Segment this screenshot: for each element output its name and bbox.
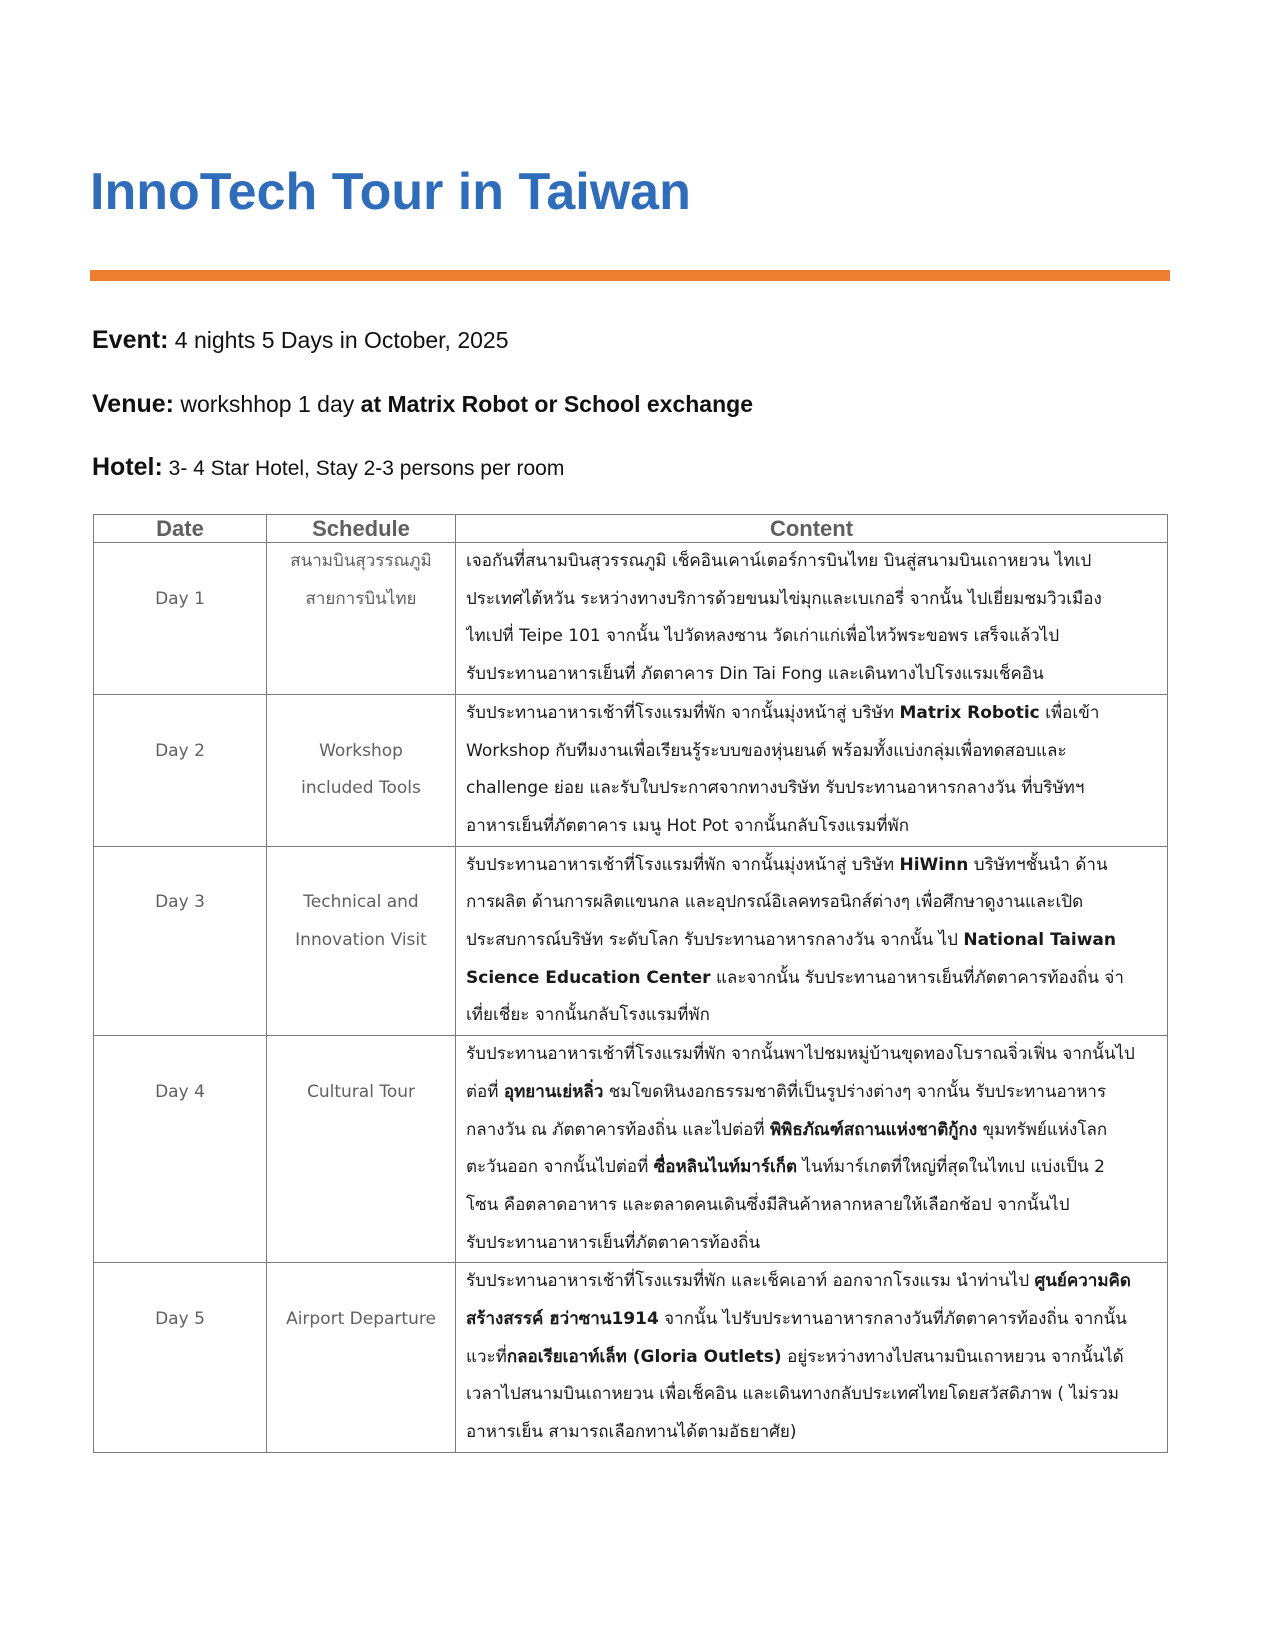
content-text: เจอกันที่สนามบินสุวรรณภูมิ เช็คอินเคาน์เตอร์การบินไทย บินสู่สนามบินเถาหยวน ไทเป [466,551,1092,571]
content-text: เที่ยเชี่ยะ จากนั้นกลับโรงแรมที่พัก [466,1005,710,1026]
content-text: เวลาไปสนามบินเถาหยวน เพื่อเช็คอิน และเดินทางกลับประเทศไทยโดยสวัสดิภาพ ( ไม่รวม [466,1384,1120,1405]
cell-spacer [94,543,266,581]
content-highlight: Science Education Center [466,967,711,988]
content-line [466,1187,1161,1225]
content-line [466,847,1161,885]
content-highlight: อุทยานเย่หลิ่ว [503,1081,604,1102]
venue-line [92,390,753,419]
content-highlight: พิพิธภัณฑ์สถานแห่งชาติกู้กง [769,1119,978,1140]
content-line [466,1036,1161,1074]
content-highlight: National Taiwan [963,930,1116,951]
content-line [466,960,1161,998]
content-text: บริษัทฯชั้นนำ ด้าน [968,854,1108,875]
content-text: ต่อที่ [466,1081,504,1102]
content-text: ขุมทรัพย์แห่งโลก [977,1119,1108,1140]
content-cell [456,543,1168,695]
table-row [94,1036,1168,1263]
venue-label: Venue: [92,390,174,418]
content-line [466,656,1161,694]
hotel-value: 3- 4 Star Hotel, Stay 2-3 persons per room [162,457,565,480]
cell-spacer [94,695,266,733]
cell-spacer [267,695,455,733]
schedule-label: Technical and [303,892,419,913]
content-text: ไทเปที่ Teipe 101 จากนั้น ไปวัดหลงซาน วัดเก่าแก่เพื่อไหว้พระขอพร เสร็จแล้วไป [466,626,1060,647]
content-line [466,618,1161,656]
schedule-label: Innovation Visit [295,930,427,951]
cell-spacer [94,1036,266,1074]
content-text: และจากนั้น รับประทานอาหารเย็นที่ภัตตาคารท้องถิ่น จ่า [710,967,1124,988]
content-text: รับประทานอาหารเย็นที่ ภัตตาคาร Din Tai Fong และเดินทางไปโรงแรมเช็คอิน [466,664,1044,685]
content-text: รับประทานอาหารเช้าที่โรงแรมที่พัก จากนั้นมุ่งหน้าสู่ บริษัท [466,854,900,875]
content-text: จากนั้น ไปรับประทานอาหารกลางวันที่ภัตตาคารท้องถิ่น จากนั้น [658,1309,1127,1330]
date-cell [94,1263,267,1453]
content-highlight: กลอเรียเอาท์เล็ท (Gloria Outlets) [506,1346,782,1367]
content-line [466,1301,1161,1339]
date-cell [94,1036,267,1263]
schedule-cell [267,694,456,846]
venue-value-bold: at Matrix Robot or School exchange [360,391,753,417]
cell-spacer [94,847,266,885]
content-text: ประสบการณ์บริษัท ระดับโลก รับประทานอาหารกลางวัน จากนั้น ไป [466,930,964,951]
schedule-cell [267,543,456,695]
content-cell [456,694,1168,846]
content-cell [456,1036,1168,1263]
content-text: รับประทานอาหารเช้าที่โรงแรมที่พัก จากนั้นมุ่งหน้าสู่ บริษัท [466,702,900,723]
content-text: ไนท์มาร์เกตที่ใหญ่ที่สุดในไทเป แบ่งเป็น 2 [797,1157,1105,1178]
content-text: รับประทานอาหารเช้าที่โรงแรมที่พัก จากนั้นพาไปชมหมู่บ้านขุดทองโบราณจิ่วเฟิ่น จากนั้นไป [466,1044,1135,1065]
date-cell [94,694,267,846]
event-value: 4 nights 5 Days in October, 2025 [168,327,509,353]
cell-spacer [267,1036,455,1074]
content-text: อยู่ระหว่างทางไปสนามบินเถาหยวน จากนั้นได้ [781,1346,1124,1367]
content-text: ชมโขดหินงอกธรรมชาติที่เป็นรูปร่างต่างๆ จากนั้น รับประทานอาหาร [603,1081,1107,1102]
content-line [466,770,1161,808]
header-schedule: Schedule [267,515,456,543]
event-line [92,326,509,355]
schedule-label: สนามบินสุวรรณภูมิ [290,551,432,571]
content-line [466,997,1161,1035]
day-label: Day 3 [155,892,205,913]
schedule-label: Workshop [319,740,403,761]
content-highlight: ซื่อหลินไนท์มาร์เก็ต [653,1157,798,1178]
schedule-cell [267,846,456,1036]
table-row [94,846,1168,1036]
content-text: เพื่อเข้า [1039,702,1100,723]
content-line [466,1074,1161,1112]
content-line [466,543,1161,581]
content-text: อาหารเย็นที่ภัตตาคาร เมนู Hot Pot จากนั้นกลับโรงแรมที่พัก [466,815,910,836]
content-text: อาหารเย็น สามารถเลือกทานได้ตามอัธยาศัย) [466,1422,797,1443]
hotel-label: Hotel: [92,453,163,481]
content-text: ประเทศไต้หวัน ระหว่างทางบริการด้วยขนมไข่มุกและเบเกอรี่ จากนั้น ไปเยี่ยมชมวิวเมือง [466,588,1102,609]
schedule-label: Cultural Tour [306,1081,415,1102]
itinerary-table [93,514,1168,1453]
schedule-cell [267,1263,456,1453]
venue-value: workshhop 1 day [173,391,361,417]
date-cell [94,543,267,695]
content-line [466,733,1161,771]
schedule-label: Airport Departure [286,1309,436,1330]
content-text: กลางวัน ณ ภัตตาคารท้องถิ่น และไปต่อที่ [466,1119,770,1140]
content-line [466,1414,1161,1452]
content-text: แวะที่ [466,1346,507,1367]
day-label: Day 4 [155,1081,205,1102]
table-row [94,694,1168,846]
page-title: InnoTech Tour in Taiwan [90,163,691,221]
header-date: Date [94,515,267,543]
content-cell [456,1263,1168,1453]
content-line [466,1225,1161,1263]
date-cell [94,846,267,1036]
title-divider [90,270,1170,281]
content-line [466,695,1161,733]
cell-spacer [267,1263,455,1301]
table-header-row [94,515,1168,543]
content-line [466,1339,1161,1377]
schedule-label: สายการบินไทย [305,588,417,609]
content-text: รับประทานอาหารเย็นที่ภัตตาคารท้องถิ่น [466,1232,761,1253]
table-row [94,1263,1168,1453]
content-line [466,1149,1161,1187]
content-line [466,884,1161,922]
content-line [466,1263,1161,1301]
content-highlight: Matrix Robotic [899,702,1040,723]
day-label: Day 5 [155,1309,205,1330]
schedule-label: included Tools [301,778,421,799]
table-row [94,543,1168,695]
content-cell [456,846,1168,1036]
event-label: Event: [92,326,169,354]
day-label: Day 2 [155,740,205,761]
content-line [466,1376,1161,1414]
content-highlight: HiWinn [899,854,969,875]
content-highlight: ศูนย์ความคิด [1034,1271,1131,1292]
content-line [466,808,1161,846]
hotel-line [92,453,564,482]
cell-spacer [94,1263,266,1301]
content-highlight: สร้างสรรค์ ฮว่าซาน1914 [466,1309,659,1330]
content-text: การผลิต ด้านการผลิตแขนกล และอุปกรณ์อิเลคทรอนิกส์ต่างๆ เพื่อศึกษาดูงานและเปิด [466,892,1084,913]
cell-spacer [267,847,455,885]
content-text: รับประทานอาหารเช้าที่โรงแรมที่พัก และเช็คเอาท์ ออกจากโรงแรม นำท่านไป [466,1271,1035,1292]
content-text: ตะวันออก จากนั้นไปต่อที่ [466,1157,654,1178]
schedule-cell [267,1036,456,1263]
content-line [466,1112,1161,1150]
content-line [466,922,1161,960]
header-content: Content [456,515,1168,543]
content-text: Workshop กับทีมงานเพื่อเรียนรู้ระบบของหุ่นยนต์ พร้อมทั้งแบ่งกลุ่มเพื่อทดสอบและ [466,740,1067,761]
content-text: challenge ย่อย และรับใบประกาศจากทางบริษัท รับประทานอาหารกลางวัน ที่บริษัทฯ [466,778,1085,799]
day-label: Day 1 [155,588,205,609]
content-line [466,581,1161,619]
content-text: โซน คือตลาดอาหาร และตลาดคนเดินซึ่งมีสินค้าหลากหลายให้เลือกช้อป จากนั้นไป [466,1194,1070,1215]
